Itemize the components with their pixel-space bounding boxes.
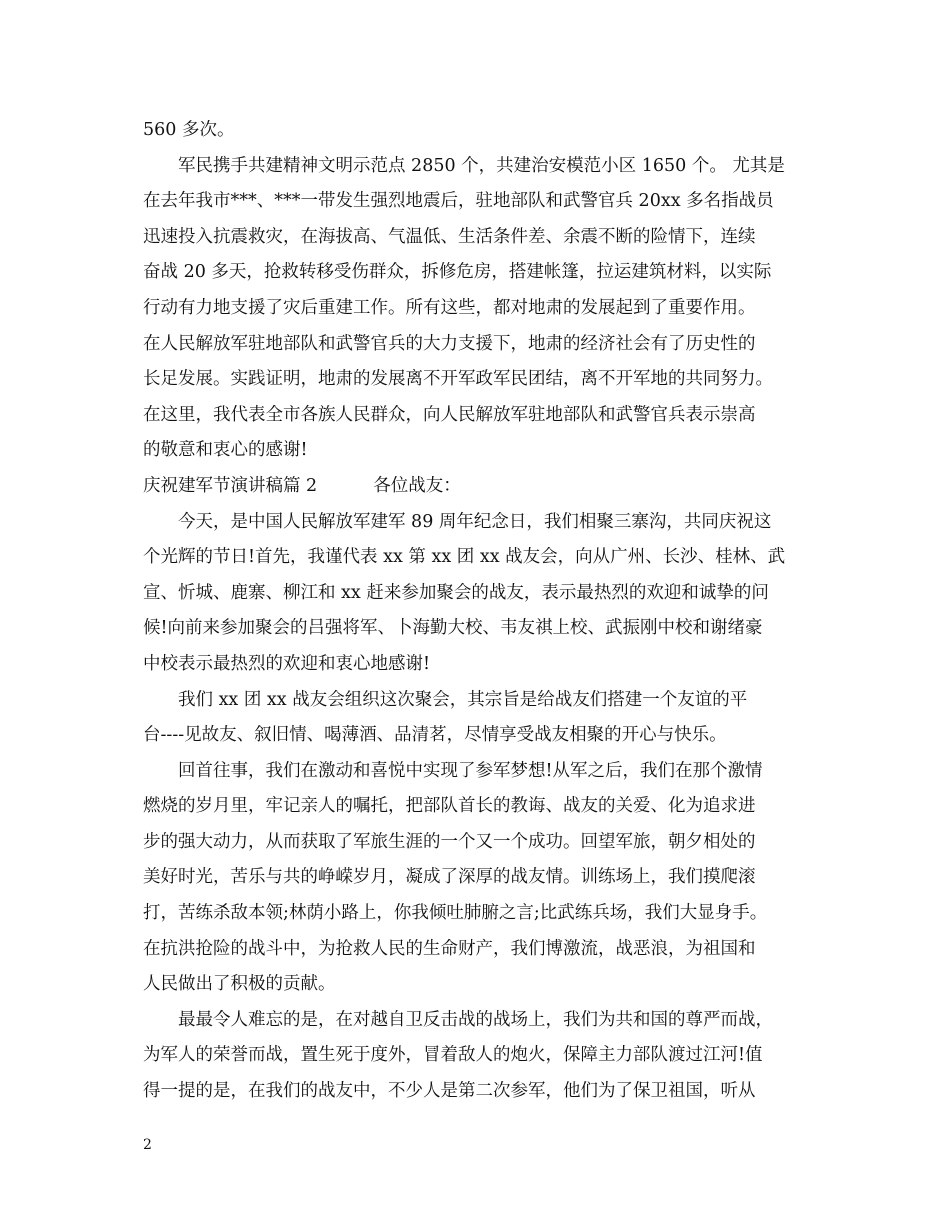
text-line: 迅速投入抗震救灾，在海拔高、气温低、生活条件差、余震不断的险情下，连续 (143, 226, 756, 247)
text-line: 奋战 20 多天，抢救转移受伤群众，拆修危房，搭建帐篷，拉运建筑材料，以实际 (143, 262, 772, 283)
text-line: 步的强大动力，从而获取了军旅生涯的一个又一个成功。回望军旅，朝夕相处的 (143, 831, 756, 852)
document-body (143, 113, 815, 1110)
text-line: 得一提的是，在我们的战友中，不少人是第二次参军，他们为了保卫祖国，听从 (143, 1081, 756, 1102)
page-number: 2 (143, 1137, 152, 1153)
text-line: 560 多次。 (143, 120, 235, 140)
text-line: 燃烧的岁月里，牢记亲人的嘱托，把部队首长的教诲、战友的关爱、化为追求进 (143, 796, 756, 817)
text-line: 的敬意和衷心的感谢! (143, 440, 308, 461)
section-title: 庆祝建军节演讲稿篇 2 (143, 475, 318, 496)
text-line: 在去年我市***、***一带发生强烈地震后，驻地部队和武警官兵 20xx 多名指战员 (143, 191, 774, 212)
text-line: 中校表示最热烈的欢迎和衷心地感谢! (143, 653, 431, 674)
salutation: 各位战友： (373, 475, 461, 496)
text-line: 我们 xx 团 xx 战友会组织这次聚会，其宗旨是给战友们搭建一个友谊的平 (178, 689, 748, 710)
text-line: 台----见故友、叙旧情、喝薄酒、品清茗，尽情享受战友相聚的开心与快乐。 (143, 725, 727, 746)
text-line: 在抗洪抢险的战斗中，为抢救人民的生命财产，我们博激流，战恶浪，为祖国和 (143, 938, 756, 959)
text-line: 打，苦练杀敌本领;林荫小路上，你我倾吐肺腑之言;比武练兵场，我们大显身手。 (143, 903, 768, 924)
text-line: 军民携手共建精神文明示范点 2850 个，共建治安模范小区 1650 个。 尤其是 (178, 155, 785, 176)
text-line: 回首往事，我们在激动和喜悦中实现了参军梦想!从军之后，我们在那个激情 (178, 760, 763, 781)
text-line: 宣、忻城、鹿寨、柳江和 xx 赶来参加聚会的战友，表示最热烈的欢迎和诚挚的问 (143, 582, 769, 603)
text-line: 人民做出了积极的贡献。 (143, 974, 336, 995)
text-line: 候!向前来参加聚会的吕强将军、卜海勤大校、韦友祺上校、武振刚中校和谢绪豪 (143, 618, 763, 639)
text-line: 最最令人难忘的是，在对越自卫反击战的战场上，我们为共和国的尊严而战， (178, 1009, 773, 1030)
text-line: 为军人的荣誉而战，置生死于度外，冒着敌人的炮火，保障主力部队渡过江河!值 (143, 1045, 763, 1066)
section-heading (143, 469, 815, 505)
text-line: 在人民解放军驻地部队和武警官兵的大力支援下，地肃的经济社会有了历史性的 (143, 333, 756, 354)
text-line: 美好时光，苦乐与共的峥嵘岁月，凝成了深厚的战友情。训练场上，我们摸爬滚 (143, 867, 756, 888)
text-line: 个光辉的节日!首先，我谨代表 xx 第 xx 团 xx 战友会，向从广州、长沙、桂林、武 (143, 547, 786, 568)
text-line: 今天，是中国人民解放军建军 89 周年纪念日，我们相聚三寨沟，共同庆祝这 (178, 511, 772, 532)
text-line: 在这里，我代表全市各族人民群众，向人民解放军驻地部队和武警官兵表示崇高 (143, 404, 756, 425)
text-line: 长足发展。实践证明，地肃的发展离不开军政军民团结，离不开军地的共同努力。 (143, 369, 773, 390)
text-line: 行动有力地支援了灾后重建工作。所有这些，都对地肃的发展起到了重要作用。 (143, 297, 756, 318)
